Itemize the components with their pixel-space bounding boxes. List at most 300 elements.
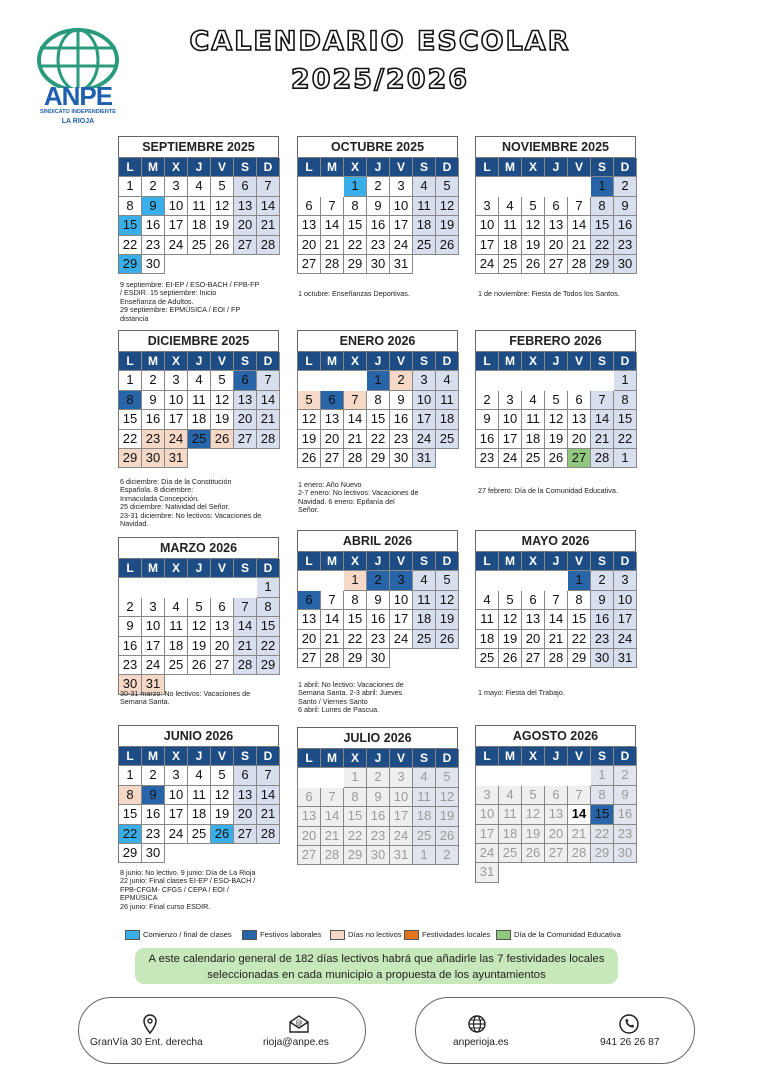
day-cell: 23 xyxy=(119,656,142,675)
day-cell: 2 xyxy=(119,598,142,617)
day-cell: 26 xyxy=(298,449,321,468)
month-calendar xyxy=(297,530,458,668)
day-cell: 9 xyxy=(390,391,413,410)
weekday-header: X xyxy=(165,747,188,766)
day-cell: 6 xyxy=(545,786,568,805)
contact-email[interactable]: rioja@anpe.es xyxy=(263,1037,329,1048)
day-cell: 24 xyxy=(413,430,436,449)
weekday-header: D xyxy=(614,552,637,571)
day-cell: 5 xyxy=(522,786,545,805)
day-cell: 16 xyxy=(142,410,165,429)
day-cell: 28 xyxy=(257,825,280,844)
day-cell: 22 xyxy=(614,430,637,449)
weekday-header: X xyxy=(522,352,545,371)
month-note: 1 enero: Año Nuevo 2-7 enero: No lectivos: Vacaciones de Navidad. 6 enero: Epifanía del Señor. xyxy=(298,480,419,515)
day-cell: 25 xyxy=(413,236,436,255)
day-cell: 23 xyxy=(591,630,614,649)
day-cell: 28 xyxy=(568,844,591,863)
weekday-header: X xyxy=(165,559,188,578)
day-cell: 18 xyxy=(436,410,459,429)
day-cell: 19 xyxy=(188,637,211,656)
day-cell: 13 xyxy=(298,216,321,235)
day-cell: 4 xyxy=(522,391,545,410)
day-cell: 11 xyxy=(413,591,436,610)
day-cell: 24 xyxy=(390,236,413,255)
month-grid xyxy=(297,157,458,274)
weekday-header: S xyxy=(413,552,436,571)
anpe-logo xyxy=(30,26,126,126)
day-cell: 30 xyxy=(591,649,614,668)
day-cell: 29 xyxy=(344,846,367,865)
day-cell: 30 xyxy=(614,844,637,863)
empty-cell xyxy=(321,371,344,390)
day-cell: 20 xyxy=(234,216,257,235)
day-cell: 6 xyxy=(298,788,321,807)
day-cell: 12 xyxy=(522,216,545,235)
day-cell: 2 xyxy=(390,371,413,390)
day-cell: 19 xyxy=(545,430,568,449)
weekday-header: D xyxy=(257,352,280,371)
day-cell: 21 xyxy=(591,430,614,449)
empty-cell xyxy=(522,571,545,590)
weekday-header: V xyxy=(211,747,234,766)
day-cell: 5 xyxy=(436,177,459,196)
day-cell: 14 xyxy=(257,391,280,410)
weekday-header: V xyxy=(211,559,234,578)
day-cell: 18 xyxy=(499,825,522,844)
day-cell: 27 xyxy=(522,649,545,668)
day-cell: 13 xyxy=(234,391,257,410)
day-cell: 25 xyxy=(188,430,211,449)
weekday-header: J xyxy=(367,552,390,571)
day-cell: 9 xyxy=(614,786,637,805)
day-cell: 31 xyxy=(476,863,499,882)
month-grid xyxy=(475,746,636,883)
day-cell: 25 xyxy=(165,656,188,675)
day-cell: 5 xyxy=(188,598,211,617)
day-cell: 28 xyxy=(591,449,614,468)
day-cell: 16 xyxy=(591,610,614,629)
day-cell: 8 xyxy=(119,391,142,410)
day-cell: 4 xyxy=(436,371,459,390)
day-cell: 4 xyxy=(413,177,436,196)
weekday-header: J xyxy=(545,747,568,766)
weekday-header: J xyxy=(188,158,211,177)
day-cell: 16 xyxy=(476,430,499,449)
day-cell: 20 xyxy=(298,827,321,846)
weekday-header: L xyxy=(119,158,142,177)
weekday-header: D xyxy=(614,352,637,371)
svg-text:@: @ xyxy=(295,1019,303,1027)
day-cell: 1 xyxy=(568,571,591,590)
day-cell: 24 xyxy=(142,656,165,675)
weekday-header: L xyxy=(119,352,142,371)
weekday-header: M xyxy=(321,158,344,177)
month-calendar xyxy=(297,330,458,468)
day-cell: 20 xyxy=(568,430,591,449)
day-cell: 7 xyxy=(344,391,367,410)
empty-cell xyxy=(344,371,367,390)
month-calendar xyxy=(475,530,636,668)
day-cell: 21 xyxy=(321,236,344,255)
day-cell: 14 xyxy=(234,617,257,636)
day-cell: 5 xyxy=(436,571,459,590)
day-cell: 19 xyxy=(522,825,545,844)
month-calendar xyxy=(475,136,636,274)
day-cell: 8 xyxy=(119,197,142,216)
day-cell: 9 xyxy=(142,197,165,216)
banner-line-2: seleccionadas en cada municipio a propuesta de los ayuntamientos xyxy=(207,969,546,981)
day-cell: 9 xyxy=(367,197,390,216)
weekday-header: L xyxy=(119,747,142,766)
next-month-day: 1 xyxy=(413,846,436,865)
day-cell: 7 xyxy=(257,371,280,390)
weekday-header: S xyxy=(234,158,257,177)
day-cell: 31 xyxy=(390,255,413,274)
day-cell: 6 xyxy=(211,598,234,617)
day-cell: 1 xyxy=(591,177,614,196)
day-cell: 21 xyxy=(321,827,344,846)
empty-cell xyxy=(545,766,568,785)
day-cell: 17 xyxy=(413,410,436,429)
day-cell: 4 xyxy=(413,571,436,590)
day-cell: 17 xyxy=(390,610,413,629)
day-cell: 10 xyxy=(142,617,165,636)
month-calendar xyxy=(297,136,458,274)
weekday-header: S xyxy=(591,158,614,177)
empty-cell xyxy=(234,578,257,597)
month-name: SEPTIEMBRE 2025 xyxy=(118,136,279,157)
empty-cell xyxy=(522,177,545,196)
month-name: JULIO 2026 xyxy=(297,727,458,748)
day-cell: 31 xyxy=(413,449,436,468)
day-cell: 17 xyxy=(165,216,188,235)
day-cell: 18 xyxy=(476,630,499,649)
day-cell: 28 xyxy=(545,649,568,668)
day-cell: 13 xyxy=(545,216,568,235)
day-cell: 13 xyxy=(211,617,234,636)
day-cell: 22 xyxy=(568,630,591,649)
month-name: OCTUBRE 2025 xyxy=(297,136,458,157)
day-cell: 19 xyxy=(436,216,459,235)
day-cell: 6 xyxy=(568,391,591,410)
day-cell: 26 xyxy=(211,825,234,844)
day-cell: 31 xyxy=(390,846,413,865)
day-cell: 23 xyxy=(142,236,165,255)
day-cell: 6 xyxy=(298,197,321,216)
month-grid xyxy=(297,748,458,865)
day-cell: 1 xyxy=(119,177,142,196)
day-cell: 5 xyxy=(211,177,234,196)
weekday-header: S xyxy=(413,749,436,768)
day-cell: 1 xyxy=(344,768,367,787)
day-cell: 13 xyxy=(545,805,568,824)
day-cell: 21 xyxy=(257,410,280,429)
weekday-header: M xyxy=(499,747,522,766)
empty-cell xyxy=(321,177,344,196)
month-grid xyxy=(475,351,636,468)
day-cell: 1 xyxy=(591,766,614,785)
day-cell: 8 xyxy=(614,391,637,410)
day-cell: 8 xyxy=(344,197,367,216)
day-cell: 2 xyxy=(591,571,614,590)
globe-icon xyxy=(466,1013,488,1035)
legend-item: Festivos laborales xyxy=(242,929,321,941)
contact-web[interactable]: anperioja.es xyxy=(453,1037,509,1048)
day-cell: 8 xyxy=(591,786,614,805)
weekday-header: J xyxy=(545,552,568,571)
day-cell: 11 xyxy=(499,805,522,824)
day-cell: 15 xyxy=(344,610,367,629)
day-cell: 16 xyxy=(390,410,413,429)
day-cell: 8 xyxy=(568,591,591,610)
day-cell: 30 xyxy=(367,649,390,668)
empty-cell xyxy=(499,571,522,590)
day-cell: 10 xyxy=(499,410,522,429)
empty-cell xyxy=(568,371,591,390)
empty-cell xyxy=(545,177,568,196)
day-cell: 22 xyxy=(344,630,367,649)
empty-cell xyxy=(476,571,499,590)
month-grid xyxy=(118,746,279,863)
day-cell: 28 xyxy=(257,236,280,255)
month-grid xyxy=(475,551,636,668)
day-cell: 4 xyxy=(499,786,522,805)
day-cell: 30 xyxy=(614,255,637,274)
day-cell: 24 xyxy=(499,449,522,468)
weekday-header: X xyxy=(522,158,545,177)
day-cell: 7 xyxy=(234,598,257,617)
day-cell: 5 xyxy=(499,591,522,610)
weekday-header: V xyxy=(211,352,234,371)
weekday-header: V xyxy=(390,352,413,371)
empty-cell xyxy=(499,766,522,785)
day-cell: 25 xyxy=(476,649,499,668)
month-note: 27 febrero: Día de la Comunidad Educativa. xyxy=(478,486,618,495)
logo-text: ANPE xyxy=(43,81,113,111)
day-cell: 30 xyxy=(119,675,142,694)
month-name: AGOSTO 2026 xyxy=(475,725,636,746)
day-cell: 7 xyxy=(257,766,280,785)
weekday-header: D xyxy=(436,749,459,768)
weekday-header: D xyxy=(257,158,280,177)
month-calendar xyxy=(118,537,279,695)
legend-item: Festividades locales xyxy=(404,929,490,941)
day-cell: 17 xyxy=(142,637,165,656)
day-cell: 4 xyxy=(499,197,522,216)
month-calendar xyxy=(118,136,279,274)
month-grid xyxy=(297,351,458,468)
empty-cell xyxy=(321,571,344,590)
weekday-header: L xyxy=(476,158,499,177)
day-cell: 20 xyxy=(234,410,257,429)
day-cell: 28 xyxy=(344,449,367,468)
weekday-header: V xyxy=(390,158,413,177)
weekday-header: V xyxy=(390,552,413,571)
legend-item: Días no lectivos xyxy=(330,929,402,941)
day-cell: 22 xyxy=(591,236,614,255)
day-cell: 10 xyxy=(413,391,436,410)
day-cell: 30 xyxy=(367,255,390,274)
day-cell: 3 xyxy=(390,768,413,787)
day-cell: 12 xyxy=(211,391,234,410)
day-cell: 2 xyxy=(142,371,165,390)
day-cell: 30 xyxy=(390,449,413,468)
day-cell: 1 xyxy=(344,177,367,196)
day-cell: 22 xyxy=(119,430,142,449)
weekday-header: L xyxy=(298,552,321,571)
day-cell: 3 xyxy=(165,371,188,390)
weekday-header: J xyxy=(188,352,211,371)
globe-logo-icon xyxy=(30,26,126,88)
day-cell: 16 xyxy=(367,807,390,826)
weekday-header: X xyxy=(165,352,188,371)
day-cell: 27 xyxy=(545,844,568,863)
day-cell: 24 xyxy=(614,630,637,649)
day-cell: 18 xyxy=(499,236,522,255)
empty-cell xyxy=(188,578,211,597)
day-cell: 21 xyxy=(344,430,367,449)
day-cell: 18 xyxy=(188,410,211,429)
weekday-header: J xyxy=(545,158,568,177)
weekday-header: S xyxy=(413,352,436,371)
day-cell: 26 xyxy=(188,656,211,675)
day-cell: 3 xyxy=(390,571,413,590)
day-cell: 18 xyxy=(188,216,211,235)
weekday-header: S xyxy=(234,352,257,371)
day-cell: 28 xyxy=(321,255,344,274)
empty-cell xyxy=(476,177,499,196)
weekday-header: S xyxy=(413,158,436,177)
day-cell: 16 xyxy=(367,216,390,235)
weekday-header: D xyxy=(257,747,280,766)
day-cell: 11 xyxy=(188,786,211,805)
day-cell: 24 xyxy=(165,825,188,844)
day-cell: 20 xyxy=(211,637,234,656)
day-cell: 16 xyxy=(367,610,390,629)
day-cell: 3 xyxy=(614,571,637,590)
day-cell: 17 xyxy=(614,610,637,629)
day-cell: 22 xyxy=(344,827,367,846)
day-cell: 27 xyxy=(545,255,568,274)
page-year: 2025/2026 xyxy=(290,64,470,95)
weekday-header: L xyxy=(476,352,499,371)
day-cell: 30 xyxy=(142,449,165,468)
page-title: CALENDARIO ESCOLAR xyxy=(189,26,571,57)
day-cell: 29 xyxy=(591,255,614,274)
weekday-header: J xyxy=(188,559,211,578)
weekday-header: M xyxy=(499,352,522,371)
day-cell: 7 xyxy=(591,391,614,410)
day-cell: 5 xyxy=(436,768,459,787)
day-cell: 6 xyxy=(234,371,257,390)
day-cell: 9 xyxy=(142,391,165,410)
day-cell: 21 xyxy=(568,236,591,255)
day-cell: 16 xyxy=(119,637,142,656)
weekday-header: J xyxy=(367,158,390,177)
day-cell: 27 xyxy=(234,825,257,844)
day-cell: 16 xyxy=(614,216,637,235)
day-cell: 5 xyxy=(522,197,545,216)
day-cell: 12 xyxy=(211,197,234,216)
day-cell: 13 xyxy=(298,610,321,629)
day-cell: 6 xyxy=(321,391,344,410)
empty-cell xyxy=(211,578,234,597)
day-cell: 25 xyxy=(499,844,522,863)
day-cell: 20 xyxy=(234,805,257,824)
weekday-header: S xyxy=(591,552,614,571)
weekday-header: J xyxy=(367,352,390,371)
day-cell: 27 xyxy=(321,449,344,468)
day-cell: 2 xyxy=(367,768,390,787)
day-cell: 2 xyxy=(367,571,390,590)
day-cell: 6 xyxy=(298,591,321,610)
day-cell: 23 xyxy=(367,236,390,255)
day-cell: 12 xyxy=(436,591,459,610)
day-cell: 4 xyxy=(188,371,211,390)
weekday-header: M xyxy=(321,749,344,768)
month-calendar xyxy=(475,725,636,883)
month-note: 1 octubre: Enseñanzas Deportivas. xyxy=(298,289,410,298)
day-cell: 23 xyxy=(367,827,390,846)
day-cell: 3 xyxy=(476,197,499,216)
empty-cell xyxy=(298,571,321,590)
day-cell: 19 xyxy=(211,216,234,235)
day-cell: 21 xyxy=(321,630,344,649)
day-cell: 24 xyxy=(476,255,499,274)
day-cell: 29 xyxy=(367,449,390,468)
day-cell: 5 xyxy=(298,391,321,410)
contact-pill-left xyxy=(78,997,366,1064)
contact-phone[interactable]: 941 26 26 87 xyxy=(600,1037,660,1048)
day-cell: 24 xyxy=(390,630,413,649)
weekday-header: D xyxy=(436,352,459,371)
envelope-icon xyxy=(288,1013,310,1035)
day-cell: 14 xyxy=(591,410,614,429)
day-cell: 11 xyxy=(165,617,188,636)
day-cell: 27 xyxy=(298,255,321,274)
day-cell: 7 xyxy=(257,177,280,196)
day-cell: 13 xyxy=(522,610,545,629)
day-cell: 3 xyxy=(413,371,436,390)
day-cell: 19 xyxy=(436,807,459,826)
day-cell: 11 xyxy=(188,197,211,216)
day-cell: 20 xyxy=(321,430,344,449)
day-cell: 3 xyxy=(390,177,413,196)
day-cell: 30 xyxy=(367,846,390,865)
day-cell: 15 xyxy=(591,805,614,824)
day-cell: 26 xyxy=(436,630,459,649)
day-cell: 22 xyxy=(344,236,367,255)
empty-cell xyxy=(568,766,591,785)
day-cell: 3 xyxy=(499,391,522,410)
day-cell: 15 xyxy=(119,410,142,429)
day-cell: 12 xyxy=(188,617,211,636)
day-cell: 5 xyxy=(211,371,234,390)
day-cell: 29 xyxy=(344,649,367,668)
day-cell: 7 xyxy=(568,197,591,216)
day-cell: 22 xyxy=(119,825,142,844)
day-cell: 11 xyxy=(499,216,522,235)
weekday-header: M xyxy=(142,158,165,177)
day-cell: 18 xyxy=(413,216,436,235)
day-cell: 3 xyxy=(165,177,188,196)
weekday-header: J xyxy=(367,749,390,768)
month-name: DICIEMBRE 2025 xyxy=(118,330,279,351)
day-cell: 14 xyxy=(545,610,568,629)
month-name: MAYO 2026 xyxy=(475,530,636,551)
day-cell: 21 xyxy=(568,825,591,844)
